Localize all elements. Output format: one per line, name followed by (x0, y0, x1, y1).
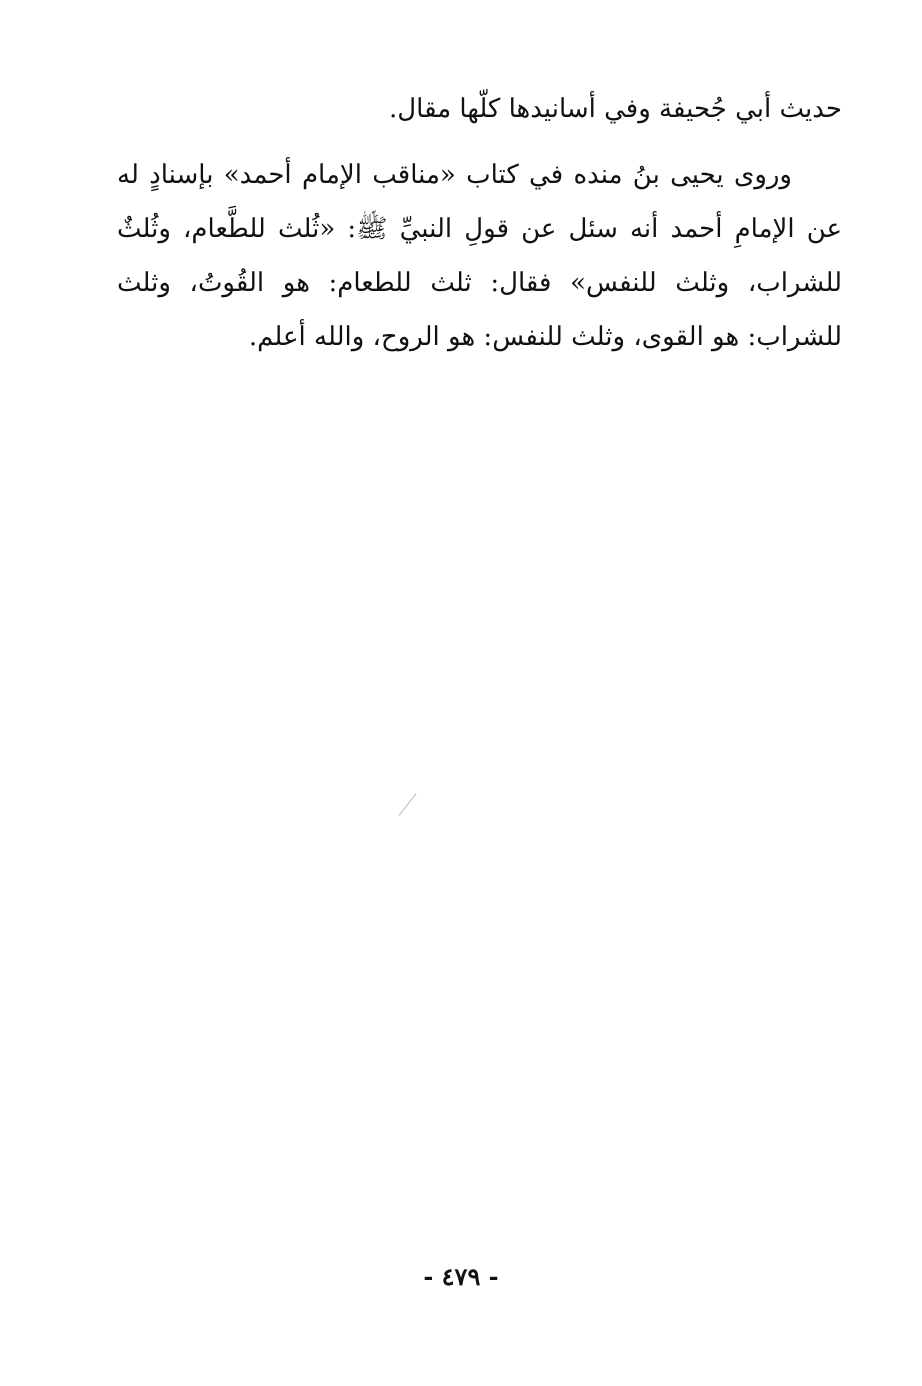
paragraph-1: حديث أبي جُحيفة وفي أسانيدها كلّها مقال. (389, 94, 842, 124)
page-number: - ٤٧٩ - (423, 1262, 499, 1291)
paragraph-2: وروى يحيى بنُ منده في كتاب «مناقب الإمام أحمد» بإسنادٍ له عن الإمامِ أحمد أنه سئل عن قولِ النبيِّ ﷺ: «ثُلث للطَّعام، وثُلثٌ للشراب، وثلث للنفس» فقال: ثلث للطعام: هو القُوتُ، وثلث للشراب: هو القوى، وثلث للنفس: هو الروح، والله أعلم. (117, 160, 842, 352)
scan-artifact-mark (399, 793, 417, 816)
main-text (117, 82, 842, 364)
